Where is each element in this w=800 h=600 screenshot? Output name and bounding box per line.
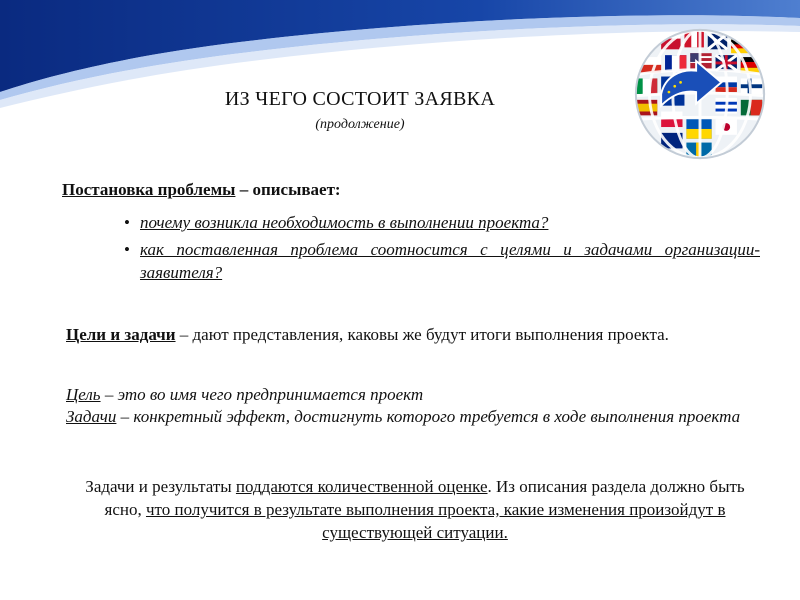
conclusion-paragraph (70, 476, 760, 545)
conclusion-part4: что получится в результате выполнения проекта, какие изменения произойдут в существующей ситуации. (145, 499, 726, 542)
goals-paragraph (66, 324, 764, 346)
goal-term: Цель (66, 385, 101, 404)
conclusion-part3: . Из описания раздела должно быть ясно, (104, 477, 745, 519)
task-text: – конкретный эффект, достигнуть которого требуется в ходе выполнения проекта (116, 407, 741, 427)
task-term: Задачи (66, 407, 117, 427)
problem-bullets (120, 212, 760, 289)
bullet-text: как поставленная проблема соотносится с целями и задачами организации-заявителя? (140, 239, 760, 282)
task-definition (66, 406, 764, 428)
problem-heading (62, 180, 341, 200)
globe-flags-icon (632, 26, 768, 162)
goals-heading: Цели и задачи (66, 325, 176, 344)
list-item (120, 239, 760, 285)
conclusion-part1: Задачи и результаты (85, 477, 236, 496)
bullet-text: почему возникла необходимость в выполнении проекта? (140, 213, 549, 232)
problem-heading-term: Постановка проблемы (62, 180, 236, 199)
list-item (120, 212, 760, 235)
conclusion-part2: поддаются количественной оценке (235, 477, 488, 496)
problem-heading-rest: – описывает: (235, 180, 341, 199)
definitions (66, 384, 764, 429)
slide-title: ИЗ ЧЕГО СОСТОИТ ЗАЯВКА (224, 88, 496, 110)
goal-definition (66, 384, 764, 406)
slide-subtitle: (продолжение) (315, 117, 405, 132)
goals-text: – дают представления, каковы же будут итоги выполнения проекта. (175, 325, 669, 344)
goal-text: – это во имя чего предпринимается проект (100, 385, 424, 404)
